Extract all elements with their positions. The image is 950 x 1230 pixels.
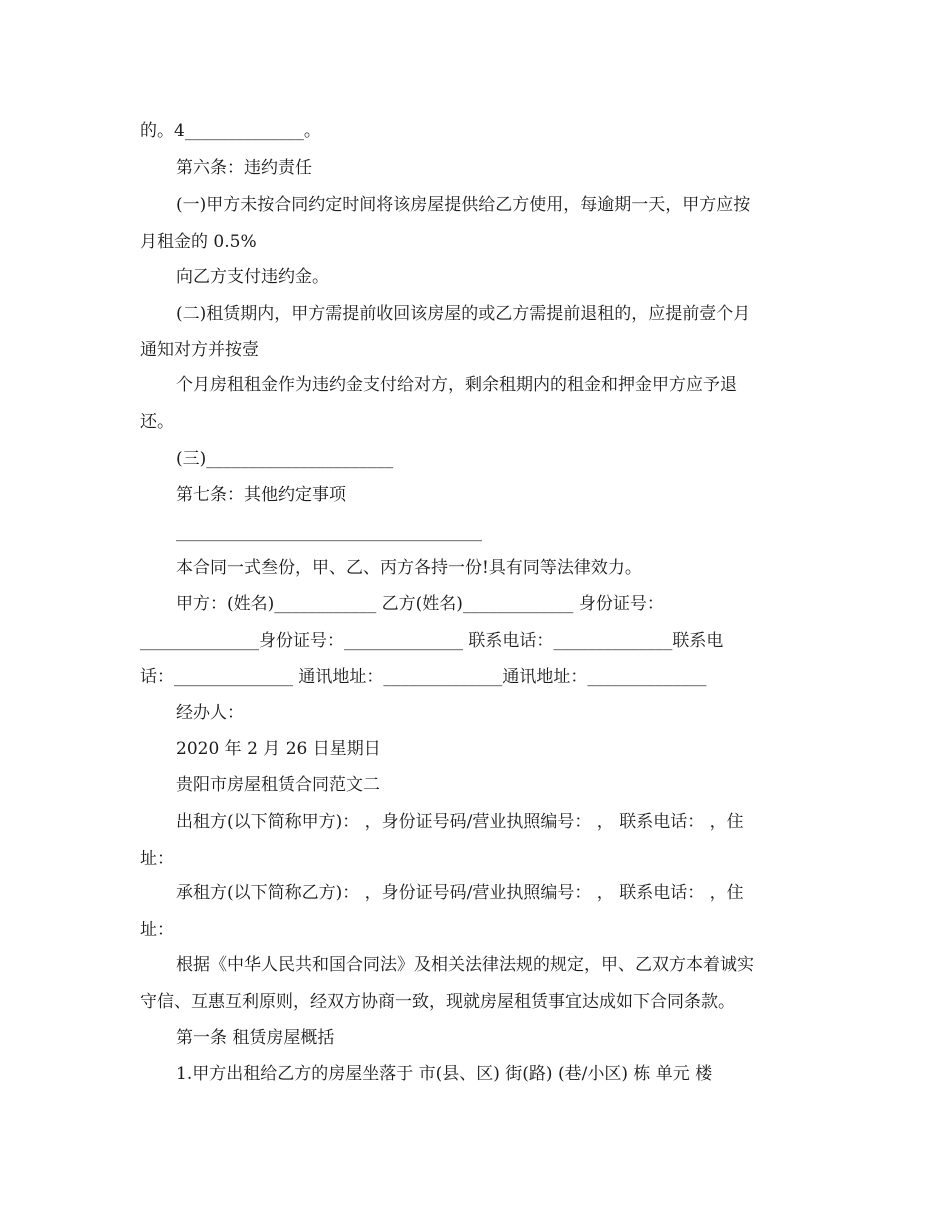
text-line-1: 的。4______________。 [140,121,321,141]
signature-line-parties: 甲方：(姓名)____________ 乙方(姓名)_____________ 身份证号： [176,594,664,614]
text-line-5: 向乙方支付违约金。 [176,267,329,287]
lessee-line: 承租方(以下简称乙方)： ，身份证号码/营业执照编号： ， 联系电话： ，住 [176,883,744,903]
section-heading-article-6: 第六条：违约责任 [176,158,312,178]
lessor-line: 出租方(以下简称甲方)： ，身份证号码/营业执照编号： ， 联系电话： ，住 [176,812,744,832]
text-line-13: 本合同一式叁份，甲、乙、丙方各持一份!具有同等法律效力。 [176,558,642,578]
blank-line: ____________________________________ [176,522,482,542]
text-line-27: 1.甲方出租给乙方的房屋坐落于 市(县、区) 街(路) (巷/小区) 栋 单元 楼 [176,1064,713,1084]
contract-title-2: 贵阳市房屋租赁合同范文二 [176,775,380,795]
text-line-7: 通知对方并按壹 [140,340,259,360]
lessor-address-line: 址： [140,849,174,869]
section-heading-article-1: 第一条 租赁房屋概括 [176,1028,335,1048]
signature-line-ids: ______________身份证号：______________ 联系电话：______________联系电 [140,631,724,651]
text-line-8: 个月房租租金作为违约金支付给对方，剩余租期内的租金和押金甲方应予退 [176,375,737,395]
text-line-6: (二)租赁期内，甲方需提前收回该房屋的或乙方需提前退租的，应提前壹个月 [176,304,751,324]
section-heading-article-7: 第七条：其他约定事项 [176,485,346,505]
text-line-10: (三)______________________ [176,449,394,469]
text-line-24: 根据《中华人民共和国合同法》及相关法律法规的规定，甲、乙双方本着诚实 [176,955,754,975]
text-line-9: 还。 [140,412,174,432]
text-line-25: 守信、互惠互利原则，经双方协商一致，现就房屋租赁事宜达成如下合同条款。 [140,992,735,1012]
text-line-4: 月租金的 0.5% [140,232,257,252]
lessee-address-line: 址： [140,920,174,940]
signature-line-addresses: 话：______________ 通讯地址：______________通讯地址：______________ [140,667,707,687]
agent-line: 经办人： [176,703,244,723]
date-line: 2020 年 2 月 26 日星期日 [176,739,381,759]
text-line-3: (一)甲方未按合同约定时间将该房屋提供给乙方使用，每逾期一天，甲方应按 [176,195,751,215]
